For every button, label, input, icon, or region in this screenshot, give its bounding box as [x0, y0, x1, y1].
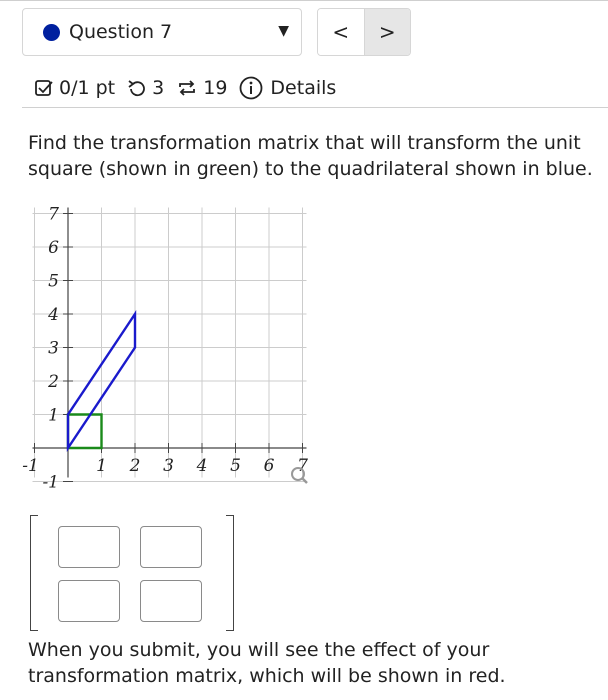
score-text: 0/1 pt: [59, 77, 116, 99]
question-select[interactable]: [22, 8, 302, 56]
matrix-input: [30, 515, 234, 633]
attempts-icon: [176, 78, 198, 98]
question-prompt: Find the transformation matrix that will transform the unit square (shown in green) to the quadrilateral shown in blue.: [28, 132, 593, 180]
next-question-button[interactable]: >: [365, 9, 411, 55]
y-tick-label: 7: [48, 204, 59, 225]
matrix-cell-a21[interactable]: [58, 580, 120, 622]
x-tick-label: 6: [263, 456, 275, 476]
question-select-label: Question 7: [69, 21, 173, 43]
transformation-graph: [22, 200, 322, 495]
attempts-count: 19: [203, 77, 228, 99]
retries-count: 3: [152, 77, 165, 99]
matrix-cell-a11[interactable]: [58, 526, 120, 568]
info-icon[interactable]: [239, 76, 263, 100]
x-tick-label: 5: [230, 456, 241, 476]
matrix-cell-a22[interactable]: [140, 580, 202, 622]
unit-square-shape: [68, 415, 102, 449]
x-tick-label: 3: [163, 456, 174, 476]
x-tick-label: 1: [96, 456, 107, 476]
score-checkbox-icon: [34, 78, 54, 98]
dropdown-caret-icon: ▼: [278, 23, 289, 39]
top-divider: [0, 0, 608, 1]
y-tick-label: 1: [48, 405, 59, 426]
y-tick-label: 6: [48, 238, 59, 258]
y-tick-label: 2: [48, 372, 59, 392]
matrix-cell-a12[interactable]: [140, 526, 202, 568]
previous-question-button[interactable]: <: [318, 9, 365, 55]
details-link[interactable]: Details: [270, 77, 337, 99]
x-tick-label: 7: [297, 456, 308, 476]
right-bracket: [226, 515, 234, 631]
submit-note: When you submit, you will see the effect of your transformation matrix, which will be shown in red.: [28, 639, 506, 687]
x-tick-label: -1: [22, 456, 39, 476]
retry-icon: [127, 78, 147, 98]
x-tick-label: 4: [196, 456, 208, 476]
question-meta: [34, 74, 336, 102]
y-tick-label: -1: [42, 472, 59, 493]
status-dot-icon: [43, 24, 60, 41]
y-tick-label: 5: [48, 271, 59, 292]
y-tick-label: 3: [48, 338, 59, 359]
y-tick-label: 4: [48, 305, 59, 325]
x-tick-label: 2: [129, 456, 141, 476]
question-nav: [317, 8, 411, 56]
header-divider: [22, 107, 608, 108]
left-bracket: [30, 515, 38, 631]
